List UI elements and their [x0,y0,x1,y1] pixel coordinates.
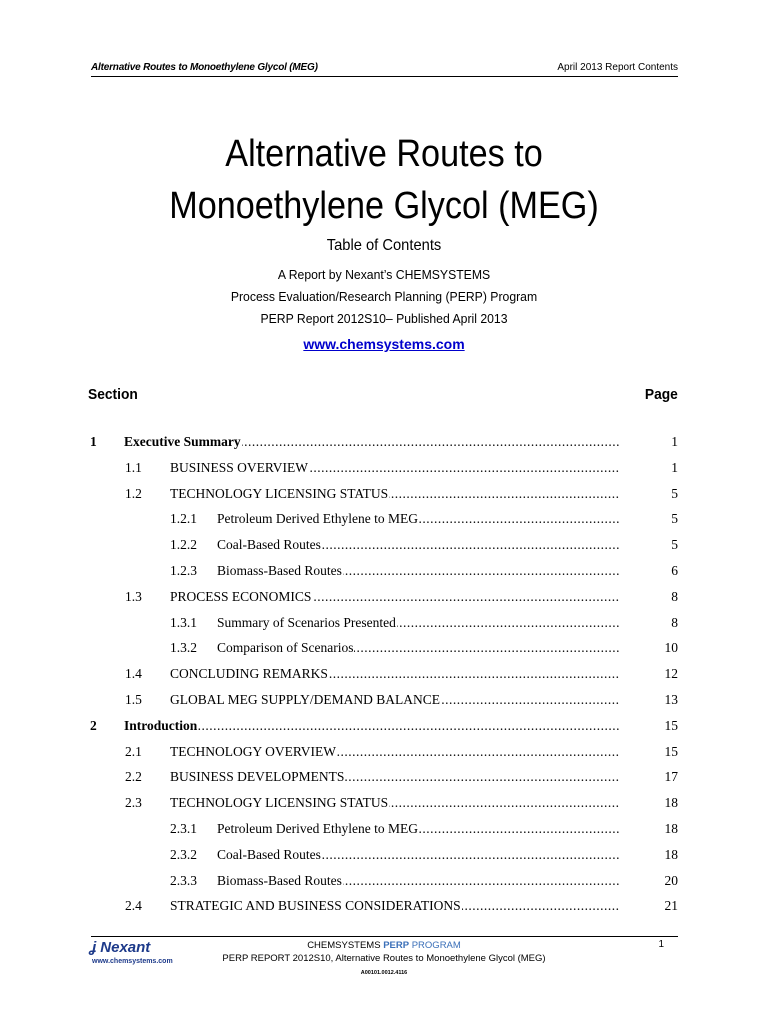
toc-entry[interactable] [0,561,768,581]
toc-entry-title: PROCESS ECONOMICS [170,588,312,604]
running-header [91,62,678,77]
toc-entry-page: 1 [671,434,678,449]
toc-entry[interactable] [0,638,768,658]
toc-entry-title: Coal-Based Routes [217,846,321,862]
toc-entry-title: GLOBAL MEG SUPPLY/DEMAND BALANCE [170,692,441,707]
toc-entry-label [217,613,620,633]
program-prefix: CHEMSYSTEMS [307,940,381,951]
meta-line-3: PERP Report 2012S10– Published April 2013 [260,311,508,326]
toc-entry-page: 5 [671,511,678,527]
toc-entry-label [217,535,620,555]
toc-entry-number: 2.3.2 [170,846,197,862]
toc-entry-label [217,845,620,865]
toc-entry-page: 18 [664,795,678,811]
toc-entry-title: Biomass-Based Routes [217,563,342,578]
toc-entry-title: Biomass-Based Routes [217,872,342,888]
toc-entry-page: 21 [664,898,678,914]
toc-entry-page: 10 [664,640,678,656]
toc-entry-label [170,484,620,504]
footer-divider [91,936,678,937]
toc-entry-title: TECHNOLOGY LICENSING STATUS [170,795,389,811]
toc-entry-label [217,509,620,529]
toc-entry-label [124,432,620,452]
section-column-header: Section [88,386,138,403]
toc-entry-label [124,716,620,736]
toc-entry[interactable] [0,587,768,607]
toc-entry-label [170,742,620,762]
toc-entry-label [170,767,620,787]
toc-entry-label [170,896,620,916]
toc-entry-page: 20 [664,872,678,888]
toc-entry-title: Introduction [124,717,198,733]
toc-entry-title: Petroleum Derived Ethylene to MEG [217,511,418,527]
toc-entry-title: TECHNOLOGY OVERVIEW [170,743,337,759]
page-column-header: Page [645,386,678,403]
toc-entry[interactable] [0,458,768,478]
toc-entry-title: Coal-Based Routes [217,537,321,553]
toc-entry[interactable] [0,613,768,633]
toc-entry-number: 1.3.1 [170,614,197,630]
toc-entry-title: Summary of Scenarios Presented [217,614,396,630]
toc-entry-number: 1.2 [125,485,142,501]
title-line-2: Monoethylene Glycol (MEG) [169,185,599,227]
toc-entry-number: 2.3.3 [170,872,197,888]
toc-entry-number: 1.3 [125,588,142,604]
footer-website[interactable]: www.chemsystems.com [92,958,173,965]
toc-entry-number: 1.1 [125,459,142,475]
toc-entry-page: 5 [671,537,678,553]
toc-entry-label [217,561,620,581]
subtitle: Table of Contents [326,237,442,254]
toc-entry-number: 1.2.3 [170,563,197,578]
toc-entry-page: 8 [671,588,678,604]
toc-entry-label [170,690,620,710]
footer-program [0,940,768,951]
toc-entry-page: 1 [671,459,678,475]
toc-entry-label [170,793,620,813]
toc-entry-title: Executive Summary [124,434,241,449]
footer-report-line: PERP REPORT 2012S10, Alternative Routes to Monoethylene Glycol (MEG) [222,953,546,964]
toc-entry[interactable] [0,664,768,684]
toc-entry[interactable] [0,896,768,916]
toc-entry-label [217,638,620,658]
toc-entry-number: 2.2 [125,769,142,785]
toc-entry-label [170,664,620,684]
toc-entry[interactable] [0,819,768,839]
toc-entry-title: Comparison of Scenarios [217,640,354,656]
toc-entry-title: BUSINESS DEVELOPMENTS [170,769,345,785]
toc-entry[interactable] [0,509,768,529]
toc-entry-title: STRATEGIC AND BUSINESS CONSIDERATIONS [170,898,461,914]
toc-entry[interactable] [0,535,768,555]
toc-entry[interactable] [0,432,768,452]
toc-entry-page: 15 [664,717,678,733]
toc-entry-title: TECHNOLOGY LICENSING STATUS [170,485,389,501]
header-report-title: Alternative Routes to Monoethylene Glycol (MEG) [91,62,318,73]
toc-entry-page: 5 [671,485,678,501]
toc-entry-title: Petroleum Derived Ethylene to MEG [217,821,418,836]
toc-entry-number: 1 [90,434,97,449]
toc-entry-number: 1.2.1 [170,511,197,527]
header-report-contents: April 2013 Report Contents [557,62,678,73]
toc-entry[interactable] [0,871,768,891]
page-number: 1 [658,939,664,950]
nexant-logo-icon: ʝ [90,939,97,956]
toc-entry[interactable] [0,767,768,787]
program-suffix: PROGRAM [411,940,461,951]
program-perp: PERP [383,940,410,951]
toc-entry[interactable] [0,690,768,710]
toc-entry-title: CONCLUDING REMARKS [170,666,328,682]
toc-entry-number: 2.4 [125,898,142,914]
toc-entry-title: BUSINESS OVERVIEW [170,459,309,475]
toc-entry-number: 1.2.2 [170,537,197,553]
footer-code: A00101.0012.4116 [360,970,408,976]
toc-entry-label [217,871,620,891]
website-link[interactable]: www.chemsystems.com [303,336,465,352]
toc-entry[interactable] [0,742,768,762]
toc-entry-number: 1.4 [125,666,142,682]
toc-entry-page: 13 [664,692,678,707]
toc-entry[interactable] [0,845,768,865]
title-line-1: Alternative Routes to [225,133,543,175]
toc-entry-page: 18 [664,846,678,862]
toc-entry[interactable] [0,793,768,813]
toc-entry-number: 2.3 [125,795,142,811]
toc-entry-number: 2.3.1 [170,821,197,836]
meta-line-2: Process Evaluation/Research Planning (PERP) Program [230,289,538,304]
toc-entry-page: 6 [671,563,678,578]
toc-entry-number: 1.5 [125,692,142,707]
toc-entry-page: 17 [664,769,678,785]
toc-entry[interactable] [0,716,768,736]
toc-entry-number: 2.1 [125,743,142,759]
toc-entry-number: 1.3.2 [170,640,197,656]
nexant-logo-text: Nexant [100,939,151,956]
toc-entry[interactable] [0,484,768,504]
toc-entry-label [217,819,620,839]
toc-entry-page: 18 [664,821,678,836]
toc-entry-number: 2 [90,717,97,733]
toc-entry-page: 15 [664,743,678,759]
toc-entry-page: 8 [671,614,678,630]
toc-entry-label [170,587,620,607]
toc-entry-label [170,458,620,478]
document-title [38,128,729,232]
meta-line-1: A Report by Nexant’s CHEMSYSTEMS [277,267,491,282]
toc-entry-page: 12 [664,666,678,682]
